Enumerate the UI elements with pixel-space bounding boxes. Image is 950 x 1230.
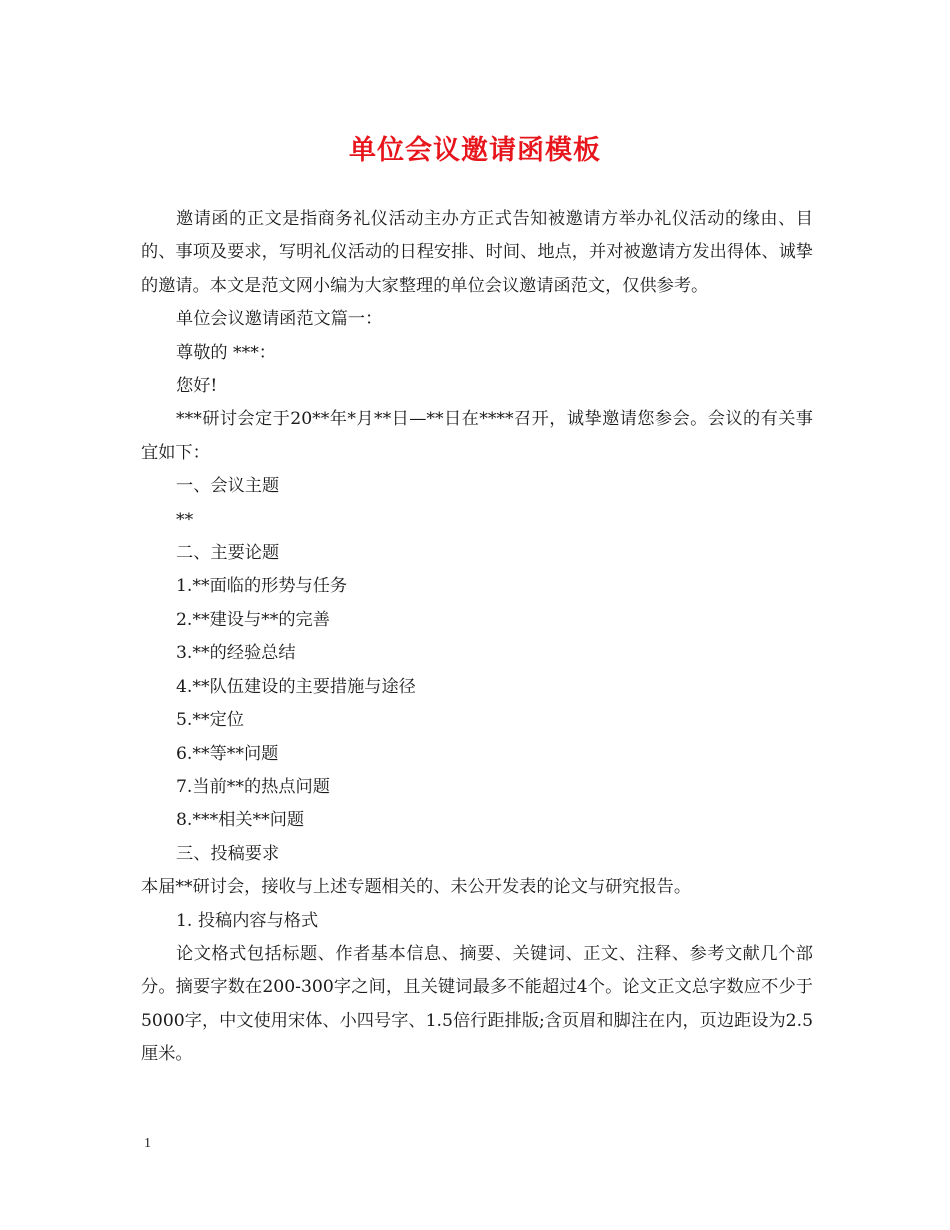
topic-item: 1.**面临的形势与任务 <box>176 576 348 597</box>
topic-item: 5.**定位 <box>176 710 244 731</box>
topic-item: 4.**队伍建设的主要措施与途径 <box>176 676 416 697</box>
topic-item: 3.**的经验总结 <box>176 643 296 664</box>
intro-paragraph: 邀请函的正文是指商务礼仪活动主办方正式告知被邀请方举办礼仪活动的缘由、目的、事项及要求，写明礼仪活动的日程安排、时间、地点，并对被邀请方发出得体、诚挚的邀请。本文是范文网小编为大家整理的单位会议邀请函范文，仅供参考。 <box>141 209 813 296</box>
page-number: 1 <box>144 1136 151 1151</box>
section-heading-theme: 一、会议主题 <box>176 476 280 497</box>
topic-item: 6.**等**问题 <box>176 743 279 764</box>
topic-item: 7.当前**的热点问题 <box>176 776 330 797</box>
format-paragraph: 论文格式包括标题、作者基本信息、摘要、关键词、正文、注释、参考文献几个部分。摘要字数在200-300字之间，且关键词最多不能超过4个。论文正文总字数应不少于5000字，中文使用宋体、小四号字、1.5倍行距排版;含页眉和脚注在内，页边距设为2.5厘米。 <box>141 943 813 1065</box>
section-heading-topics: 二、主要论题 <box>176 543 280 564</box>
topic-item: 8.***相关**问题 <box>176 810 305 831</box>
topic-item: 2.**建设与**的完善 <box>176 609 330 630</box>
salutation: 尊敬的 ***： <box>176 342 276 363</box>
section-heading-submission: 三、投稿要求 <box>176 843 280 864</box>
submission-scope: 本届**研讨会，接收与上述专题相关的、未公开发表的论文与研究报告。 <box>141 877 692 898</box>
meeting-announcement: ***研讨会定于20**年*月**日—**日在****召开，诚挚邀请您参会。会议的有关事宜如下： <box>141 409 813 463</box>
subsection-heading-format: 1. 投稿内容与格式 <box>176 910 319 931</box>
document-title: 单位会议邀请函模板 <box>349 135 601 166</box>
theme-content: ** <box>176 509 194 530</box>
greeting: 您好! <box>176 376 218 397</box>
sample-heading: 单位会议邀请函范文篇一： <box>176 309 383 330</box>
document-body <box>141 203 813 1072</box>
